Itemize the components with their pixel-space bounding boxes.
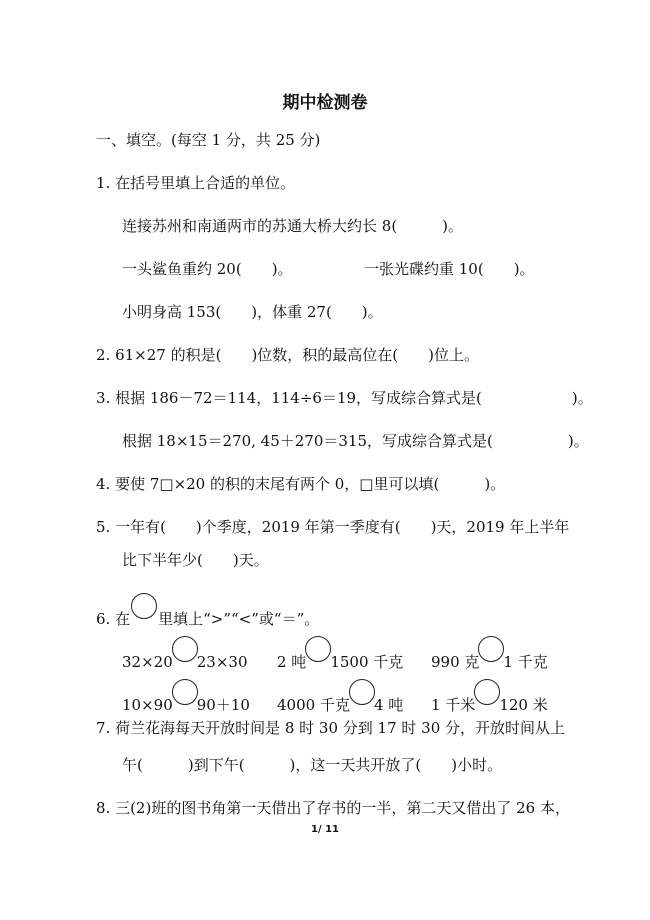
question-7-line-2: 午( )到下午( )，这一天共开放了( )小时。 <box>122 756 503 774</box>
compare-item-1-1 <box>122 643 248 672</box>
page-title: 期中检测卷 <box>282 93 368 113</box>
compare-item-2-3 <box>431 686 548 715</box>
question-3-line-2: 根据 18×15＝270, 45＋270＝315，写成综合算式是( )。 <box>122 432 589 450</box>
answer-circle-icon[interactable] <box>478 636 504 662</box>
compare-item-1-3 <box>431 643 548 672</box>
compare-right: 23×30 <box>196 653 248 671</box>
section-heading: 一、填空。(每空 1 分，共 25 分) <box>96 131 321 149</box>
question-1-line-2b: 一张光碟约重 10( )。 <box>364 260 535 278</box>
compare-right: 4 吨 <box>373 696 404 714</box>
comparison-circle-icon <box>131 593 157 619</box>
question-6-heading <box>96 600 319 629</box>
compare-left: 10×90 <box>122 696 173 714</box>
answer-circle-icon[interactable] <box>172 679 198 705</box>
compare-left: 2 吨 <box>277 653 307 671</box>
question-3-line-1: 3. 根据 186－72＝114，114÷6＝19，写成综合算式是( )。 <box>96 389 593 407</box>
page-number: 1/ 11 <box>310 824 339 835</box>
compare-left: 990 克 <box>431 653 480 671</box>
question-6-pre: 6. 在 <box>96 610 131 628</box>
question-5-line-2: 比下半年少( )天。 <box>122 551 269 569</box>
compare-right: 1500 千克 <box>330 653 404 671</box>
compare-right: 90＋10 <box>196 696 250 714</box>
compare-right: 1 千克 <box>503 653 548 671</box>
compare-item-2-1 <box>122 686 250 715</box>
answer-circle-icon[interactable] <box>172 636 198 662</box>
question-8-line-1: 8. 三(2)班的图书角第一天借出了存书的一半，第二天又借出了 26 本， <box>96 799 570 817</box>
answer-circle-icon[interactable] <box>305 636 331 662</box>
compare-right: 120 米 <box>499 696 548 714</box>
compare-item-2-2 <box>277 686 403 715</box>
question-1-heading: 1. 在括号里填上合适的单位。 <box>96 174 296 192</box>
question-5-line-1: 5. 一年有( )个季度，2019 年第一季度有( )天，2019 年上半年 <box>96 518 570 536</box>
question-2: 2. 61×27 的积是( )位数，积的最高位在( )位上。 <box>96 346 480 364</box>
question-1-line-3: 小明身高 153( )，体重 27( )。 <box>122 303 383 321</box>
compare-left: 1 千米 <box>431 696 476 714</box>
compare-item-1-2 <box>277 643 403 672</box>
compare-left: 32×20 <box>122 653 173 671</box>
question-6-post: 里填上“>”“<”或“＝”。 <box>158 610 320 628</box>
question-1-line-2a: 一头鲨鱼重约 20( )。 <box>122 260 293 278</box>
question-4: 4. 要使 7□×20 的积的末尾有两个 0，□里可以填( )。 <box>96 475 506 493</box>
question-1-line-1: 连接苏州和南通两市的苏通大桥大约长 8( )。 <box>122 217 464 235</box>
answer-circle-icon[interactable] <box>474 679 500 705</box>
compare-left: 4000 千克 <box>277 696 350 714</box>
answer-circle-icon[interactable] <box>349 679 375 705</box>
question-7-line-1: 7. 荷兰花海每天开放时间是 8 时 30 分到 17 时 30 分，开放时间从上 <box>96 719 566 737</box>
